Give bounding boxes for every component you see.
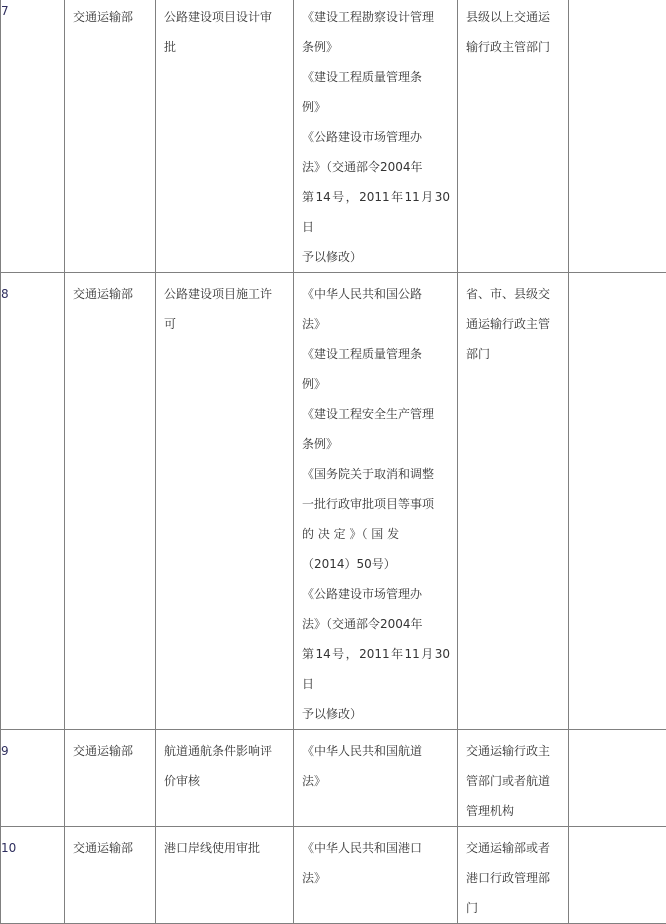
authority-line: 交通运输行政主 <box>466 736 561 766</box>
approval-item-cell <box>156 730 294 827</box>
legal-basis-line: 予以修改） <box>302 699 450 729</box>
legal-basis-line: 的 决 定 》（ 国 发 <box>302 519 450 549</box>
legal-basis-cell <box>294 827 458 924</box>
approval-item-cell <box>156 0 294 273</box>
legal-basis-line: 法》（交通部令2004年 <box>302 152 450 182</box>
authority-line: 输行政主管部门 <box>466 32 561 62</box>
legal-basis-cell <box>294 273 458 730</box>
table-row <box>1 827 666 924</box>
legal-basis-line: 法》 <box>302 863 450 893</box>
legal-basis-line: 例》 <box>302 92 450 122</box>
legal-basis-line: 《中华人民共和国港口 <box>302 833 450 863</box>
legal-basis-line: 《公路建设市场管理办 <box>302 579 450 609</box>
legal-basis-line: 条例》 <box>302 32 450 62</box>
legal-basis-line: 法》 <box>302 309 450 339</box>
legal-basis-line: 《中华人民共和国航道 <box>302 736 450 766</box>
authority-line: 县级以上交通运 <box>466 2 561 32</box>
department-cell <box>65 0 156 273</box>
row-number-cell <box>1 730 65 827</box>
approval-item-line: 公路建设项目设计审 <box>164 2 286 32</box>
authority-line: 管部门或者航道 <box>466 766 561 796</box>
authority-cell <box>458 0 569 273</box>
legal-basis-line: 第14号，2011年11月30日 <box>302 639 450 699</box>
remarks-cell <box>569 827 666 924</box>
legal-basis-line: 予以修改） <box>302 242 450 272</box>
legal-basis-line: 《建设工程质量管理条 <box>302 62 450 92</box>
table-row <box>1 273 666 730</box>
approval-item-line: 港口岸线使用审批 <box>164 833 286 863</box>
remarks-cell <box>569 730 666 827</box>
legal-basis-line: 《公路建设市场管理办 <box>302 122 450 152</box>
legal-basis-line: 条例》 <box>302 429 450 459</box>
remarks-cell <box>569 273 666 730</box>
legal-basis-line: 法》 <box>302 766 450 796</box>
row-number-cell <box>1 0 65 273</box>
authority-line: 门 <box>466 893 561 923</box>
department-cell <box>65 273 156 730</box>
row-number: 10 <box>1 833 64 863</box>
legal-basis-line: 法》（交通部令2004年 <box>302 609 450 639</box>
authority-cell <box>458 273 569 730</box>
legal-basis-line: 《建设工程质量管理条 <box>302 339 450 369</box>
approval-item-line: 批 <box>164 32 286 62</box>
row-number-cell <box>1 827 65 924</box>
table-row <box>1 730 666 827</box>
remarks-cell <box>569 0 666 273</box>
authority-line: 部门 <box>466 339 561 369</box>
legal-basis-line: 《建设工程勘察设计管理 <box>302 2 450 32</box>
authority-line: 省、市、县级交 <box>466 279 561 309</box>
department-cell <box>65 730 156 827</box>
authority-line: 通运输行政主管 <box>466 309 561 339</box>
row-number: 7 <box>1 0 64 26</box>
row-number: 8 <box>1 279 64 309</box>
authority-line: 管理机构 <box>466 796 561 826</box>
approval-item-line: 可 <box>164 309 286 339</box>
table-row <box>1 0 666 273</box>
department-text: 交通运输部 <box>73 833 148 863</box>
department-text: 交通运输部 <box>73 736 148 766</box>
authority-cell <box>458 730 569 827</box>
approval-item-line: 航道通航条件影响评 <box>164 736 286 766</box>
legal-basis-line: 第14号，2011年11月30日 <box>302 182 450 242</box>
department-text: 交通运输部 <box>73 279 148 309</box>
approval-item-cell <box>156 827 294 924</box>
legal-basis-line: 例》 <box>302 369 450 399</box>
legal-basis-line: 《建设工程安全生产管理 <box>302 399 450 429</box>
legal-basis-line: 《中华人民共和国公路 <box>302 279 450 309</box>
approval-item-cell <box>156 273 294 730</box>
authority-cell <box>458 827 569 924</box>
legal-basis-cell <box>294 730 458 827</box>
department-cell <box>65 827 156 924</box>
department-text: 交通运输部 <box>73 2 148 32</box>
approval-item-line: 价审核 <box>164 766 286 796</box>
legal-basis-cell <box>294 0 458 273</box>
legal-basis-line: （2014）50号） <box>302 549 450 579</box>
legal-basis-line: 《国务院关于取消和调整 <box>302 459 450 489</box>
authority-line: 交通运输部或者 <box>466 833 561 863</box>
row-number: 9 <box>1 736 64 766</box>
row-number-cell <box>1 273 65 730</box>
legal-basis-line: 一批行政审批项目等事项 <box>302 489 450 519</box>
approval-item-line: 公路建设项目施工许 <box>164 279 286 309</box>
authority-line: 港口行政管理部 <box>466 863 561 893</box>
